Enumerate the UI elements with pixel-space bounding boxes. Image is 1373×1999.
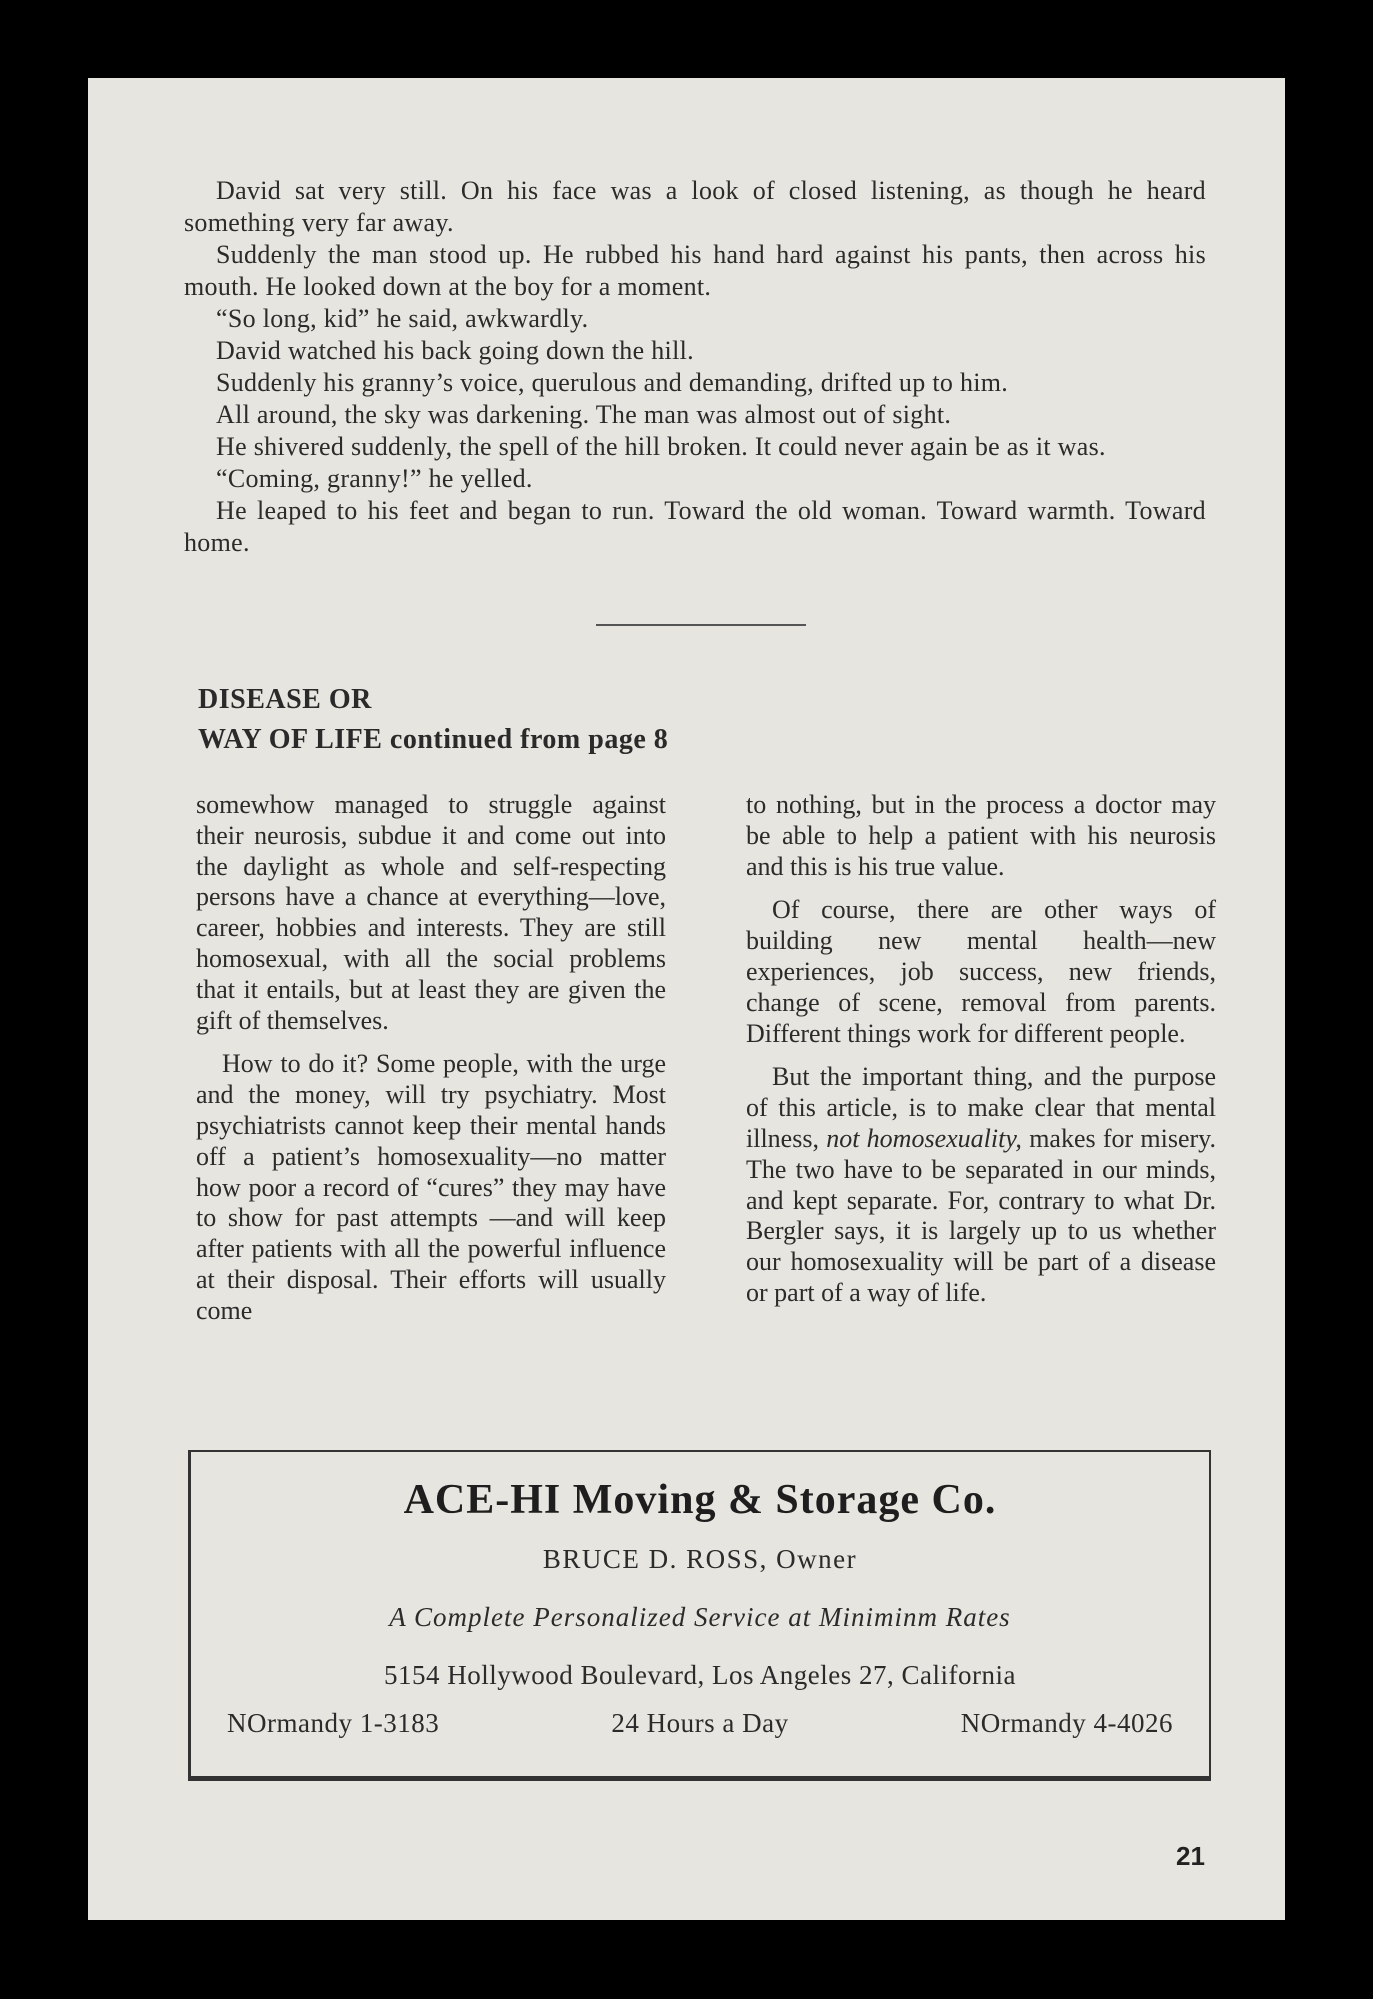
ad-company-name: ACE-HI Moving & Storage Co. [403, 1477, 997, 1523]
article-heading-line2: WAY OF LIFE continued from page 8 [198, 724, 669, 755]
story-paragraph: David watched his back going down the hill. [216, 336, 694, 365]
article-paragraph: somewhow managed to struggle against their neurosis, subdue it and come out into the daylight as whole and self-respecting persons have a chance at everything—love, career, hobbies and interests. They are still homosexual, with all the social problems that it entails, but at least they are given the gift of themselves. [196, 790, 666, 1035]
ad-contact-row [227, 1708, 1173, 1739]
article-emphasis: not homosexuality, [826, 1123, 1022, 1153]
article-paragraph: How to do it? Some people, with the urge and the money, will try psychiatry. Most psychiatrists cannot keep their mental hands off a patient’s homosexuality—no matter how poor a record of “cures” they may have to show for past attempts —and will keep after patients with all the powerful influence at their disposal. Their efforts will usually come [196, 1049, 666, 1325]
story-paragraph: Suddenly his granny’s voice, querulous and demanding, drifted up to him. [216, 368, 1009, 397]
story-conclusion [184, 175, 1206, 559]
article-paragraph: Of course, there are other ways of building new mental health—new experiences, job success, new friends, change of scene, removal from parents. Different things work for different people. [746, 895, 1216, 1048]
ad-address: 5154 Hollywood Boulevard, Los Angeles 27, California [384, 1660, 1016, 1690]
article-text: But the important thing, and the purpose of this article, is to make clear that mental illness, [746, 1062, 1216, 1153]
advertisement-box [188, 1450, 1211, 1781]
ad-phone-right: NOrmandy 4-4026 [960, 1708, 1173, 1738]
story-paragraph: “So long, kid” he said, awkwardly. [216, 304, 589, 333]
ad-tagline: A Complete Personalized Service at Miniminm Rates [389, 1602, 1011, 1632]
story-paragraph: David sat very still. On his face was a look of closed listening, as though he heard something very far away. [184, 176, 1206, 237]
article-paragraph [746, 1062, 1216, 1308]
article-text: makes for misery. The two have to be separated in our minds, and kept separate. For, contrary to what Dr. Bergler says, it is largely up to us whether our homosexuality will be part of a disease or part of a way of life. [746, 1123, 1216, 1307]
article-heading [198, 680, 668, 760]
story-paragraph: All around, the sky was darkening. The man was almost out of sight. [216, 400, 952, 429]
ad-phone-left: NOrmandy 1-3183 [227, 1708, 440, 1738]
story-paragraph: Suddenly the man stood up. He rubbed his hand hard against his pants, then across his mouth. He looked down at the boy for a moment. [184, 240, 1206, 301]
article-right-column [746, 790, 1216, 1322]
page-number: 21 [1176, 1841, 1205, 1871]
story-paragraph: He leaped to his feet and began to run. Toward the old woman. Toward warmth. Toward home. [184, 496, 1206, 557]
ad-hours: 24 Hours a Day [611, 1708, 789, 1738]
ad-owner: BRUCE D. ROSS, Owner [542, 1544, 858, 1574]
article-left-column [196, 790, 666, 1340]
story-paragraph: He shivered suddenly, the spell of the hill broken. It could never again be as it was. [216, 432, 1106, 461]
article-heading-line1: DISEASE OR [198, 684, 372, 715]
story-paragraph: “Coming, granny!” he yelled. [216, 464, 533, 493]
magazine-page [88, 78, 1285, 1920]
section-divider [596, 624, 806, 626]
article-paragraph: to nothing, but in the process a doctor may be able to help a patient with his neurosis and this is his true value. [746, 790, 1216, 881]
